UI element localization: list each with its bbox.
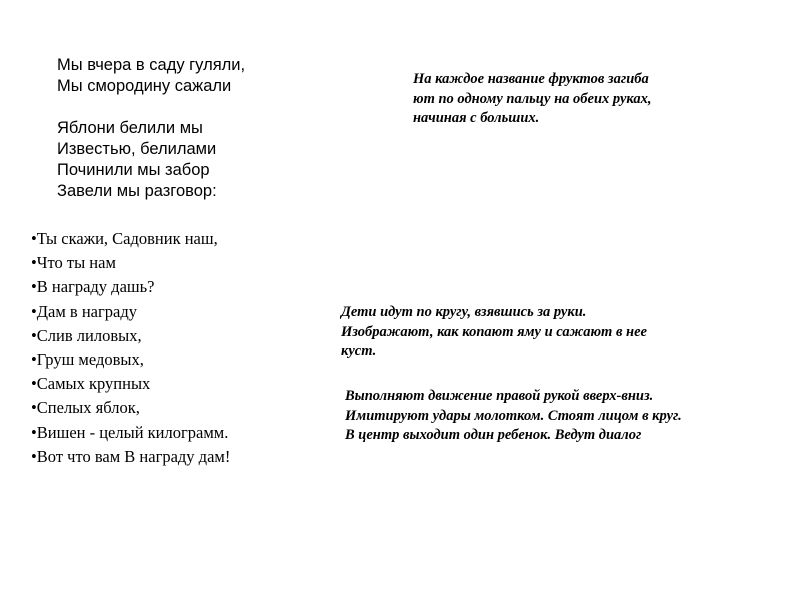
note-circle	[341, 303, 647, 362]
bullet-icon: •	[31, 446, 37, 466]
note-line: ют по одному пальцу на обеих руках,	[413, 90, 652, 107]
list-item	[31, 348, 230, 372]
note-line: Изображают, как копают яму и сажают в нее	[341, 323, 647, 340]
note-line: Выполняют движение правой рукой вверх-вниз.	[345, 388, 654, 404]
bullet-icon: •	[31, 253, 37, 273]
note-line: куст.	[341, 343, 377, 359]
bullet-icon: •	[31, 325, 37, 345]
list-item	[31, 275, 230, 299]
list-item-text: Слив лиловых,	[36, 325, 142, 345]
list-item-text: Дам в награду	[36, 301, 137, 321]
list-item	[31, 396, 230, 420]
note-line: Имитируют удары молотком. Стоят лицом в круг.	[345, 407, 682, 424]
bullet-icon: •	[31, 398, 37, 418]
list-item-text: Вот что вам В награду дам!	[36, 446, 231, 466]
list-item-text: Ты скажи, Садовник наш,	[36, 229, 218, 248]
note-fingers	[413, 70, 652, 129]
poem-line: Мы вчера в саду гуляли,	[57, 56, 246, 74]
list-item-text: Спелых яблок,	[36, 398, 140, 418]
list-item	[31, 300, 230, 324]
bullet-icon: •	[31, 301, 37, 321]
note-line: В центр выходит один ребенок. Ведут диалог	[345, 427, 642, 443]
poem-line: Починили мы забор	[57, 161, 210, 179]
poem-line: Завели мы разговор:	[57, 182, 217, 200]
list-item	[31, 421, 230, 445]
poem-line: Мы смородину сажали	[57, 77, 232, 95]
list-item	[31, 324, 230, 348]
bullet-icon: •	[31, 229, 37, 248]
stanza-1	[57, 55, 245, 97]
dialogue-list	[31, 227, 230, 469]
bullet-icon: •	[31, 350, 37, 370]
stanza-2	[57, 118, 217, 202]
note-line: На каждое название фруктов загиба	[413, 71, 649, 87]
note-line: начиная с больших.	[413, 110, 540, 126]
poem-line: Известью, белилами	[57, 140, 217, 158]
list-item	[31, 445, 230, 469]
poem-line: Яблони белили мы	[57, 119, 203, 137]
note-line: Дети идут по кругу, взявшись за руки.	[341, 304, 587, 320]
list-item-text: Груш медовых,	[36, 350, 144, 370]
list-item-text: В награду дашь?	[36, 277, 155, 297]
list-item	[31, 372, 230, 396]
list-item	[31, 251, 230, 275]
bullet-icon: •	[31, 374, 37, 394]
list-item-text: Вишен - целый килограмм.	[36, 422, 229, 442]
list-item-text: Что ты нам	[36, 253, 116, 273]
list-item-text: Самых крупных	[36, 374, 151, 394]
bullet-icon: •	[31, 422, 37, 442]
bullet-icon: •	[31, 277, 37, 297]
list-item	[31, 227, 230, 251]
note-movement	[345, 387, 682, 446]
